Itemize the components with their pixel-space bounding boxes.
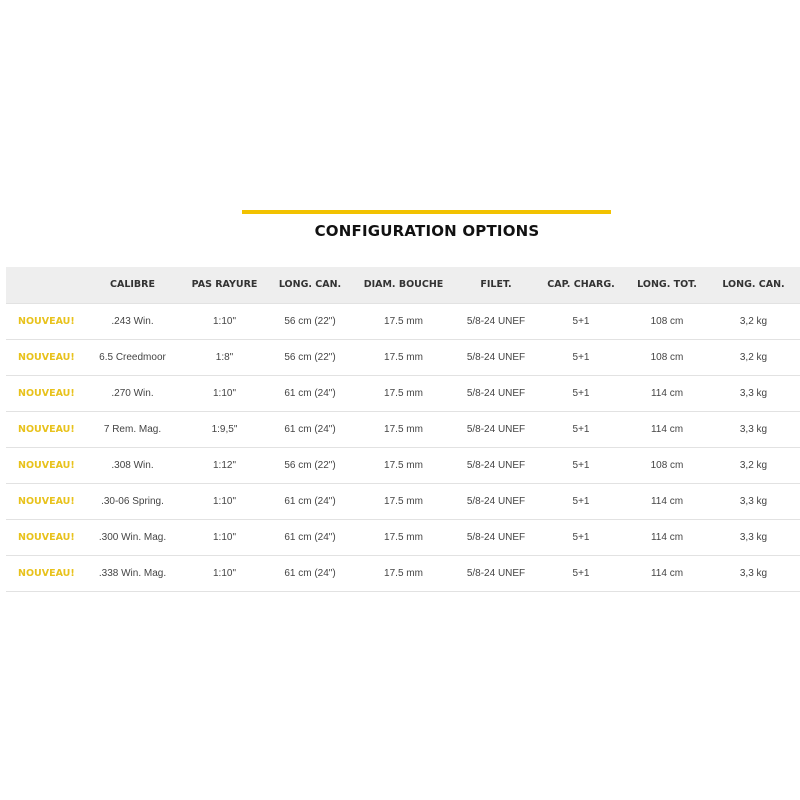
cap-charg-cell: 5+1	[535, 303, 627, 339]
badge-cell	[6, 447, 86, 483]
new-badge: NOUVEAU!	[18, 567, 75, 579]
long-tot-cell: 114 cm	[650, 495, 684, 507]
cap-charg-cell: 5+1	[572, 387, 590, 399]
cap-charg-cell: 5+1	[572, 351, 590, 363]
diam-bouche-cell: 17.5 mm	[384, 531, 423, 543]
new-badge: NOUVEAU!	[18, 531, 75, 543]
new-badge: NOUVEAU!	[18, 351, 75, 363]
filet-cell: 5/8-24 UNEF	[466, 459, 526, 471]
table-row	[6, 339, 800, 375]
diam-bouche-cell: 17.5 mm	[350, 303, 457, 339]
pas-rayure-cell: 1:10"	[212, 387, 236, 399]
filet-cell: 5/8-24 UNEF	[466, 351, 526, 363]
new-badge: NOUVEAU!	[18, 387, 75, 399]
long-tot-cell: 114 cm	[650, 531, 684, 543]
long-can-2-cell: 3,3 kg	[739, 423, 768, 435]
table-row	[6, 519, 800, 555]
long-tot-cell: 114 cm	[650, 387, 684, 399]
header-cap-charg: CAP. CHARG.	[547, 279, 615, 291]
table-body	[6, 303, 800, 591]
long-can-cell: 56 cm (22")	[284, 459, 336, 471]
diam-bouche-cell: 17.5 mm	[384, 351, 423, 363]
long-tot-cell: 108 cm	[650, 351, 684, 363]
badge-cell	[6, 483, 86, 519]
calibre-cell: .308 Win.	[111, 459, 154, 471]
header-long-can: LONG. CAN.	[278, 279, 342, 291]
pas-rayure-cell: 1:9,5"	[211, 423, 238, 435]
calibre-cell: .300 Win. Mag.	[98, 531, 167, 543]
header-long-can-2: LONG. CAN.	[722, 279, 785, 291]
table-header	[6, 267, 800, 303]
table-row	[6, 411, 800, 447]
header-diam-bouche: DIAM. BOUCHE	[363, 279, 444, 291]
pas-rayure-cell: 1:12"	[212, 459, 236, 471]
badge-cell	[6, 519, 86, 555]
table-row	[6, 303, 800, 339]
diam-bouche-cell: 17.5 mm	[384, 567, 423, 579]
calibre-cell: .338 Win. Mag.	[98, 567, 167, 579]
long-can-2-cell: 3,3 kg	[739, 567, 768, 579]
header-filet: FILET.	[480, 279, 512, 291]
cap-charg-cell: 5+1	[572, 567, 590, 579]
diam-bouche-cell: 17.5 mm	[384, 495, 423, 507]
diam-bouche-cell: 17.5 mm	[384, 387, 423, 399]
header-calibre: CALIBRE	[110, 279, 155, 291]
long-can-2-cell: 3,3 kg	[739, 531, 768, 543]
table-row	[6, 483, 800, 519]
new-badge: NOUVEAU!	[18, 423, 75, 435]
long-can-cell: 61 cm (24")	[284, 495, 336, 507]
badge-cell	[6, 555, 86, 591]
long-tot-cell: 108 cm	[650, 459, 684, 471]
new-badge: NOUVEAU!	[18, 459, 75, 471]
calibre-cell: .270 Win.	[111, 387, 154, 399]
long-can-2-cell: 3,2 kg	[739, 351, 768, 363]
pas-rayure-cell: 1:10"	[179, 303, 270, 339]
calibre-cell: .30-06 Spring.	[101, 495, 164, 507]
long-tot-cell: 108 cm	[627, 303, 707, 339]
badge-cell	[6, 375, 86, 411]
header-badge	[6, 267, 86, 303]
long-tot-cell: 114 cm	[650, 567, 684, 579]
title-accent-bar	[242, 210, 611, 214]
filet-cell: 5/8-24 UNEF	[466, 495, 526, 507]
header-row	[6, 267, 800, 303]
cap-charg-cell: 5+1	[572, 459, 590, 471]
cap-charg-cell: 5+1	[572, 531, 590, 543]
new-badge: NOUVEAU!	[18, 315, 75, 327]
filet-cell: 5/8-24 UNEF	[466, 567, 526, 579]
table-row	[6, 555, 800, 591]
filet-cell: 5/8-24 UNEF	[466, 531, 526, 543]
long-can-2-cell: 3,2 kg	[739, 459, 768, 471]
long-can-2-cell: 3,3 kg	[739, 495, 768, 507]
badge-cell	[6, 303, 86, 339]
cap-charg-cell: 5+1	[572, 495, 590, 507]
pas-rayure-cell: 1:10"	[212, 567, 236, 579]
long-can-cell: 61 cm (24")	[284, 531, 336, 543]
pas-rayure-cell: 1:10"	[212, 531, 236, 543]
filet-cell: 5/8-24 UNEF	[466, 423, 526, 435]
filet-cell: 5/8-24 UNEF	[466, 387, 526, 399]
pas-rayure-cell: 1:8"	[215, 351, 234, 363]
calibre-cell: .243 Win.	[86, 303, 179, 339]
filet-cell: 5/8-24 UNEF	[457, 303, 535, 339]
long-can-2-cell: 3,3 kg	[739, 387, 768, 399]
calibre-cell: 7 Rem. Mag.	[103, 423, 162, 435]
long-can-2-cell: 3,2 kg	[707, 303, 800, 339]
page-title: CONFIGURATION OPTIONS	[314, 222, 540, 240]
header-pas-rayure: PAS RAYURE	[191, 279, 258, 291]
pas-rayure-cell: 1:10"	[212, 495, 236, 507]
long-can-cell: 56 cm (22")	[284, 351, 336, 363]
cap-charg-cell: 5+1	[572, 423, 590, 435]
new-badge: NOUVEAU!	[18, 495, 75, 507]
configuration-table	[6, 267, 800, 592]
badge-cell	[6, 411, 86, 447]
calibre-cell: 6.5 Creedmoor	[99, 351, 166, 363]
diam-bouche-cell: 17.5 mm	[384, 423, 423, 435]
table-row	[6, 375, 800, 411]
header-long-tot: LONG. TOT.	[637, 279, 697, 291]
long-can-cell: 61 cm (24")	[284, 423, 336, 435]
table-row	[6, 447, 800, 483]
badge-cell	[6, 339, 86, 375]
long-can-cell: 61 cm (24")	[284, 567, 336, 579]
long-tot-cell: 114 cm	[650, 423, 684, 435]
long-can-cell: 56 cm (22")	[270, 303, 350, 339]
diam-bouche-cell: 17.5 mm	[384, 459, 423, 471]
long-can-cell: 61 cm (24")	[284, 387, 336, 399]
